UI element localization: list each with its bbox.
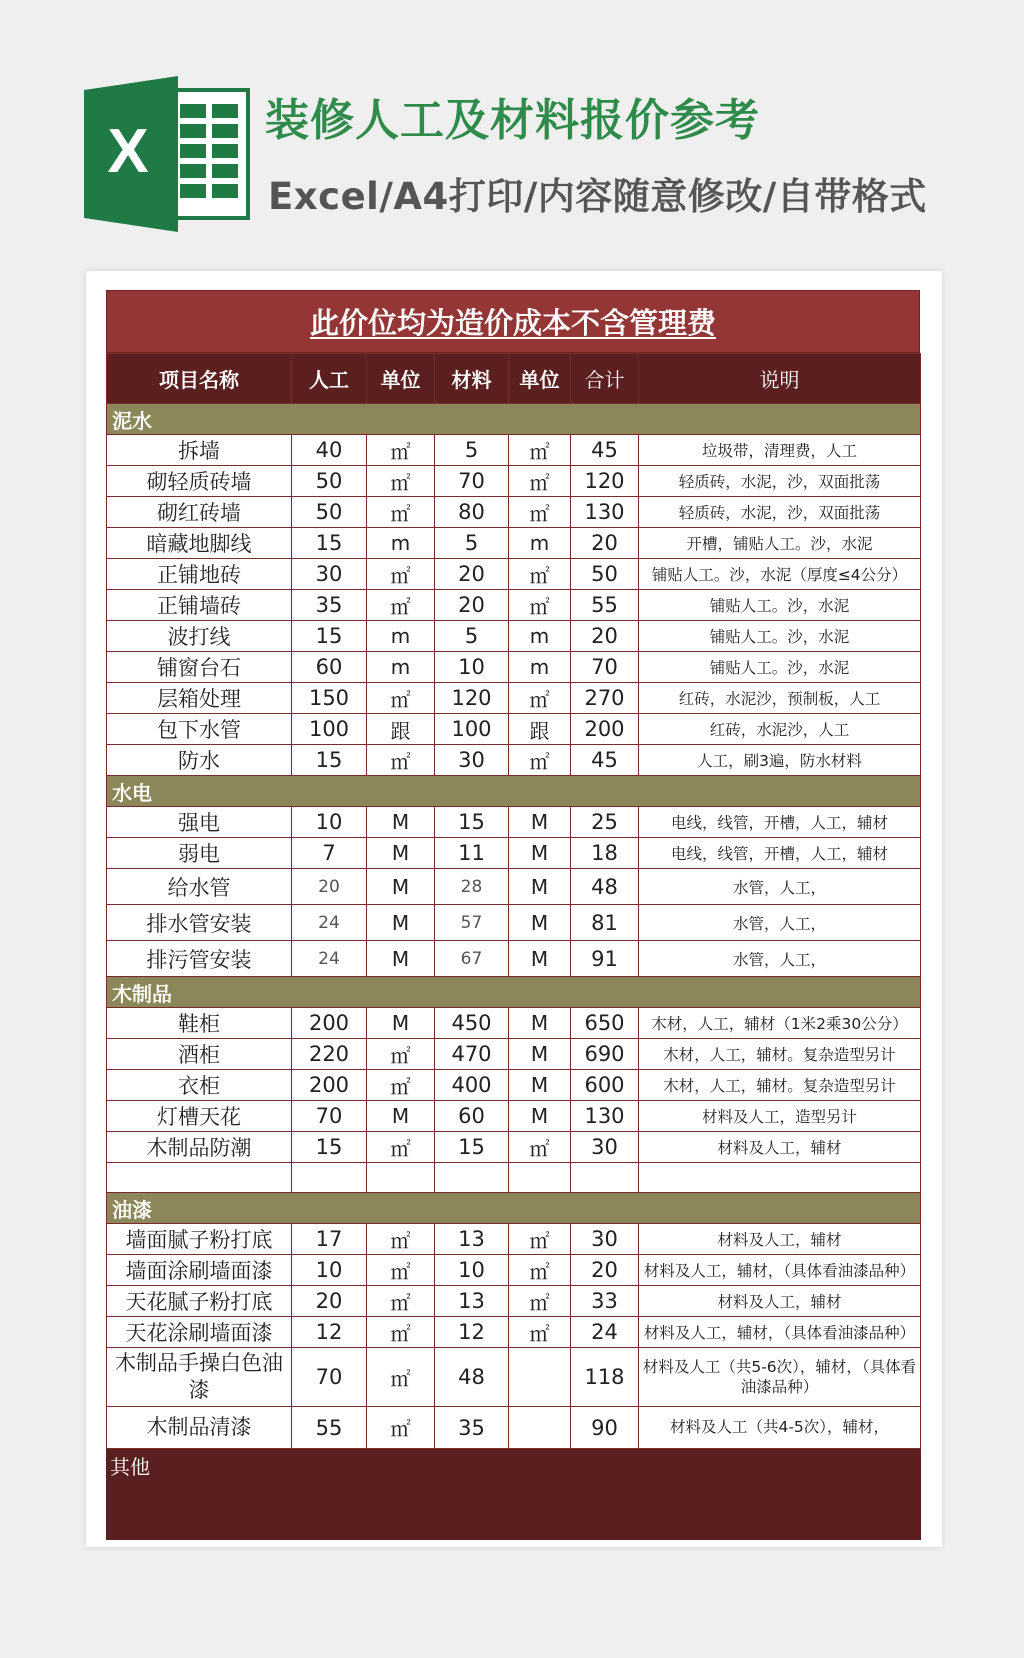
total-cell: 20 [571,528,639,559]
table-row [107,435,921,466]
unit-cell: M [509,905,571,941]
item-name-cell: 墙面涂刷墙面漆 [107,1255,292,1286]
col-header-note: 说明 [639,354,921,404]
section-label: 油漆 [107,1193,921,1224]
unit-cell: M [509,807,571,838]
material-cell: 470 [435,1039,509,1070]
item-name-cell: 砌轻质砖墙 [107,466,292,497]
section-label: 泥水 [107,404,921,435]
unit-cell: ㎡ [509,1317,571,1348]
unit-cell: m [509,528,571,559]
item-name-cell: 防水 [107,745,292,776]
unit-cell: ㎡ [367,1348,435,1407]
labor-cell: 10 [292,1255,367,1286]
labor-cell: 24 [292,941,367,977]
page-title: 装修人工及材料报价参考 [265,95,760,146]
item-name-cell: 鞋柜 [107,1008,292,1039]
note-cell: 材料及人工，造型另计 [639,1101,921,1132]
material-cell: 60 [435,1101,509,1132]
material-cell: 20 [435,559,509,590]
table-row [107,1008,921,1039]
item-name-cell: 弱电 [107,838,292,869]
unit-cell: ㎡ [367,1317,435,1348]
note-cell: 铺贴人工。沙，水泥 [639,621,921,652]
total-cell: 600 [571,1070,639,1101]
unit-cell [509,1348,571,1407]
svg-text:X: X [107,117,149,186]
material-cell: 120 [435,683,509,714]
unit-cell: ㎡ [367,1286,435,1317]
unit-cell: ㎡ [509,1286,571,1317]
note-cell: 材料及人工，辅材 [639,1224,921,1255]
unit-cell: ㎡ [367,683,435,714]
empty-cell [292,1163,367,1193]
labor-cell: 70 [292,1101,367,1132]
unit-cell: ㎡ [367,1132,435,1163]
item-name-cell: 给水管 [107,869,292,905]
total-cell: 20 [571,621,639,652]
material-cell: 450 [435,1008,509,1039]
labor-cell: 30 [292,559,367,590]
total-cell: 650 [571,1008,639,1039]
labor-cell: 220 [292,1039,367,1070]
total-cell: 270 [571,683,639,714]
table-row [107,1286,921,1317]
note-cell: 材料及人工，辅材 [639,1286,921,1317]
item-name-cell: 铺窗台石 [107,652,292,683]
unit-cell: ㎡ [367,1255,435,1286]
material-cell: 48 [435,1348,509,1407]
unit-cell: m [509,621,571,652]
material-cell: 100 [435,714,509,745]
banner [106,290,920,353]
unit-cell: ㎡ [367,745,435,776]
col-header-unit: 单位 [367,354,435,404]
labor-cell: 50 [292,466,367,497]
col-header-material: 材料 [435,354,509,404]
material-cell: 13 [435,1224,509,1255]
labor-cell: 200 [292,1008,367,1039]
material-cell: 10 [435,1255,509,1286]
banner-text: 此价位均为造价成本不含管理费 [309,306,716,340]
total-cell: 50 [571,559,639,590]
col-header-unit: 单位 [509,354,571,404]
note-cell: 材料及人工，辅材 [639,1132,921,1163]
unit-cell: m [509,652,571,683]
total-cell: 130 [571,497,639,528]
empty-cell [571,1163,639,1193]
material-cell: 12 [435,1317,509,1348]
unit-cell: 跟 [509,714,571,745]
item-name-cell: 正铺墙砖 [107,590,292,621]
section-row [107,776,921,807]
material-cell: 80 [435,497,509,528]
unit-cell: ㎡ [367,435,435,466]
labor-cell: 35 [292,590,367,621]
total-cell: 120 [571,466,639,497]
table-row [107,466,921,497]
item-name-cell: 正铺地砖 [107,559,292,590]
labor-cell: 70 [292,1348,367,1407]
labor-cell: 200 [292,1070,367,1101]
total-cell: 118 [571,1348,639,1407]
material-cell: 13 [435,1286,509,1317]
item-name-cell: 排水管安装 [107,905,292,941]
labor-cell: 24 [292,905,367,941]
note-cell: 水管，人工， [639,905,921,941]
unit-cell: ㎡ [367,1039,435,1070]
unit-cell: ㎡ [509,745,571,776]
unit-cell: M [367,838,435,869]
table-row [107,559,921,590]
labor-cell: 20 [292,869,367,905]
unit-cell: ㎡ [367,559,435,590]
price-table [106,353,921,1540]
material-cell: 28 [435,869,509,905]
unit-cell: ㎡ [509,435,571,466]
labor-cell: 20 [292,1286,367,1317]
note-cell: 水管，人工， [639,941,921,977]
labor-cell: 60 [292,652,367,683]
item-name-cell: 包下水管 [107,714,292,745]
item-name-cell: 木制品手操白色油漆 [107,1348,292,1407]
table-row [107,1224,921,1255]
total-cell: 24 [571,1317,639,1348]
table-row [107,807,921,838]
item-name-cell: 木制品防潮 [107,1132,292,1163]
material-cell: 15 [435,807,509,838]
total-cell: 45 [571,745,639,776]
note-cell: 电线，线管，开槽，人工，辅材 [639,838,921,869]
table-row [107,683,921,714]
note-cell: 铺贴人工。沙，水泥 [639,590,921,621]
unit-cell: ㎡ [509,1224,571,1255]
unit-cell: ㎡ [367,1224,435,1255]
unit-cell: ㎡ [367,1407,435,1449]
empty-cell [509,1163,571,1193]
unit-cell: M [367,905,435,941]
table-row [107,1039,921,1070]
labor-cell: 50 [292,497,367,528]
unit-cell: ㎡ [367,1070,435,1101]
unit-cell: ㎡ [509,1255,571,1286]
unit-cell: ㎡ [509,683,571,714]
unit-cell: ㎡ [367,590,435,621]
labor-cell: 12 [292,1317,367,1348]
blank-row [107,1163,921,1193]
total-cell: 20 [571,1255,639,1286]
total-cell: 55 [571,590,639,621]
labor-cell: 15 [292,528,367,559]
note-cell: 轻质砖，水泥，沙，双面批荡 [639,466,921,497]
unit-cell: M [509,941,571,977]
note-cell: 红砖，水泥沙，人工 [639,714,921,745]
note-cell: 红砖，水泥沙，预制板，人工 [639,683,921,714]
unit-cell: ㎡ [367,466,435,497]
section-row [107,977,921,1008]
material-cell: 70 [435,466,509,497]
unit-cell: 跟 [367,714,435,745]
col-header-labor: 人工 [292,354,367,404]
table-row [107,497,921,528]
note-cell: 垃圾带，清理费，人工 [639,435,921,466]
table-row [107,869,921,905]
item-name-cell: 暗藏地脚线 [107,528,292,559]
note-cell: 木材，人工，辅材。复杂造型另计 [639,1070,921,1101]
empty-cell [435,1163,509,1193]
note-cell: 铺贴人工。沙，水泥 [639,652,921,683]
unit-cell: M [367,807,435,838]
material-cell: 10 [435,652,509,683]
item-name-cell: 层箱处理 [107,683,292,714]
unit-cell: m [367,528,435,559]
material-cell: 5 [435,621,509,652]
table-row [107,838,921,869]
col-header-name: 项目名称 [107,354,292,404]
item-name-cell: 波打线 [107,621,292,652]
page-subtitle: Excel/A4打印/内容随意修改/自带格式 [268,175,927,218]
table-row [107,621,921,652]
labor-cell: 15 [292,745,367,776]
empty-cell [367,1163,435,1193]
item-name-cell: 灯槽天花 [107,1101,292,1132]
item-name-cell: 拆墙 [107,435,292,466]
table-row [107,1348,921,1407]
material-cell: 5 [435,435,509,466]
note-cell: 电线，线管，开槽，人工，辅材 [639,807,921,838]
unit-cell: M [367,1008,435,1039]
item-name-cell: 天花涂刷墙面漆 [107,1317,292,1348]
excel-logo-icon [84,76,250,232]
material-cell: 30 [435,745,509,776]
labor-cell: 55 [292,1407,367,1449]
unit-cell: ㎡ [509,466,571,497]
labor-cell: 7 [292,838,367,869]
item-name-cell: 衣柜 [107,1070,292,1101]
footer-row [107,1449,921,1540]
labor-cell: 150 [292,683,367,714]
table-row [107,714,921,745]
labor-cell: 40 [292,435,367,466]
footer-label: 其他 [107,1449,921,1540]
section-row [107,404,921,435]
table-row [107,745,921,776]
note-cell: 铺贴人工。沙，水泥（厚度≤4公分） [639,559,921,590]
table-row [107,1132,921,1163]
col-header-total: 合计 [571,354,639,404]
total-cell: 30 [571,1224,639,1255]
item-name-cell: 墙面腻子粉打底 [107,1224,292,1255]
table-row [107,1255,921,1286]
total-cell: 30 [571,1132,639,1163]
note-cell: 开槽，铺贴人工。沙，水泥 [639,528,921,559]
item-name-cell: 酒柜 [107,1039,292,1070]
labor-cell: 100 [292,714,367,745]
table-row [107,941,921,977]
table-row [107,528,921,559]
material-cell: 5 [435,528,509,559]
labor-cell: 17 [292,1224,367,1255]
note-cell: 轻质砖，水泥，沙，双面批荡 [639,497,921,528]
section-label: 木制品 [107,977,921,1008]
total-cell: 90 [571,1407,639,1449]
total-cell: 45 [571,435,639,466]
item-name-cell: 砌红砖墙 [107,497,292,528]
note-cell: 材料及人工，辅材，（具体看油漆品种） [639,1317,921,1348]
section-label: 水电 [107,776,921,807]
labor-cell: 15 [292,1132,367,1163]
total-cell: 18 [571,838,639,869]
table-row [107,1070,921,1101]
material-cell: 35 [435,1407,509,1449]
unit-cell: M [367,941,435,977]
note-cell: 材料及人工（共5-6次），辅材，（具体看油漆品种） [639,1348,921,1407]
item-name-cell: 强电 [107,807,292,838]
total-cell: 130 [571,1101,639,1132]
unit-cell: ㎡ [509,559,571,590]
unit-cell: ㎡ [509,1132,571,1163]
material-cell: 15 [435,1132,509,1163]
material-cell: 20 [435,590,509,621]
unit-cell: M [367,1101,435,1132]
note-cell: 材料及人工（共4-5次），辅材， [639,1407,921,1449]
total-cell: 91 [571,941,639,977]
table-row [107,652,921,683]
unit-cell: M [367,869,435,905]
item-name-cell: 排污管安装 [107,941,292,977]
unit-cell: M [509,1070,571,1101]
material-cell: 57 [435,905,509,941]
unit-cell: M [509,1008,571,1039]
table-row [107,1407,921,1449]
unit-cell: M [509,1101,571,1132]
item-name-cell: 木制品清漆 [107,1407,292,1449]
empty-cell [107,1163,292,1193]
material-cell: 67 [435,941,509,977]
unit-cell: ㎡ [509,497,571,528]
labor-cell: 10 [292,807,367,838]
item-name-cell: 天花腻子粉打底 [107,1286,292,1317]
material-cell: 11 [435,838,509,869]
total-cell: 690 [571,1039,639,1070]
table-row [107,590,921,621]
unit-cell: M [509,838,571,869]
unit-cell: ㎡ [509,590,571,621]
section-row [107,1193,921,1224]
table-row [107,1317,921,1348]
table-row [107,905,921,941]
empty-cell [639,1163,921,1193]
note-cell: 木材，人工，辅材（1米2乘30公分） [639,1008,921,1039]
unit-cell: M [509,1039,571,1070]
unit-cell: m [367,652,435,683]
total-cell: 25 [571,807,639,838]
total-cell: 81 [571,905,639,941]
unit-cell: ㎡ [367,497,435,528]
note-cell: 木材，人工，辅材。复杂造型另计 [639,1039,921,1070]
total-cell: 70 [571,652,639,683]
note-cell: 材料及人工，辅材，（具体看油漆品种） [639,1255,921,1286]
unit-cell: m [367,621,435,652]
total-cell: 200 [571,714,639,745]
price-sheet [106,290,920,1540]
table-row [107,1101,921,1132]
total-cell: 33 [571,1286,639,1317]
material-cell: 400 [435,1070,509,1101]
labor-cell: 15 [292,621,367,652]
unit-cell: M [509,869,571,905]
total-cell: 48 [571,869,639,905]
note-cell: 人工，刷3遍，防水材料 [639,745,921,776]
note-cell: 水管，人工， [639,869,921,905]
unit-cell [509,1407,571,1449]
price-sheet-card [86,271,942,1547]
header-row [107,354,921,404]
table-body [107,404,921,1449]
